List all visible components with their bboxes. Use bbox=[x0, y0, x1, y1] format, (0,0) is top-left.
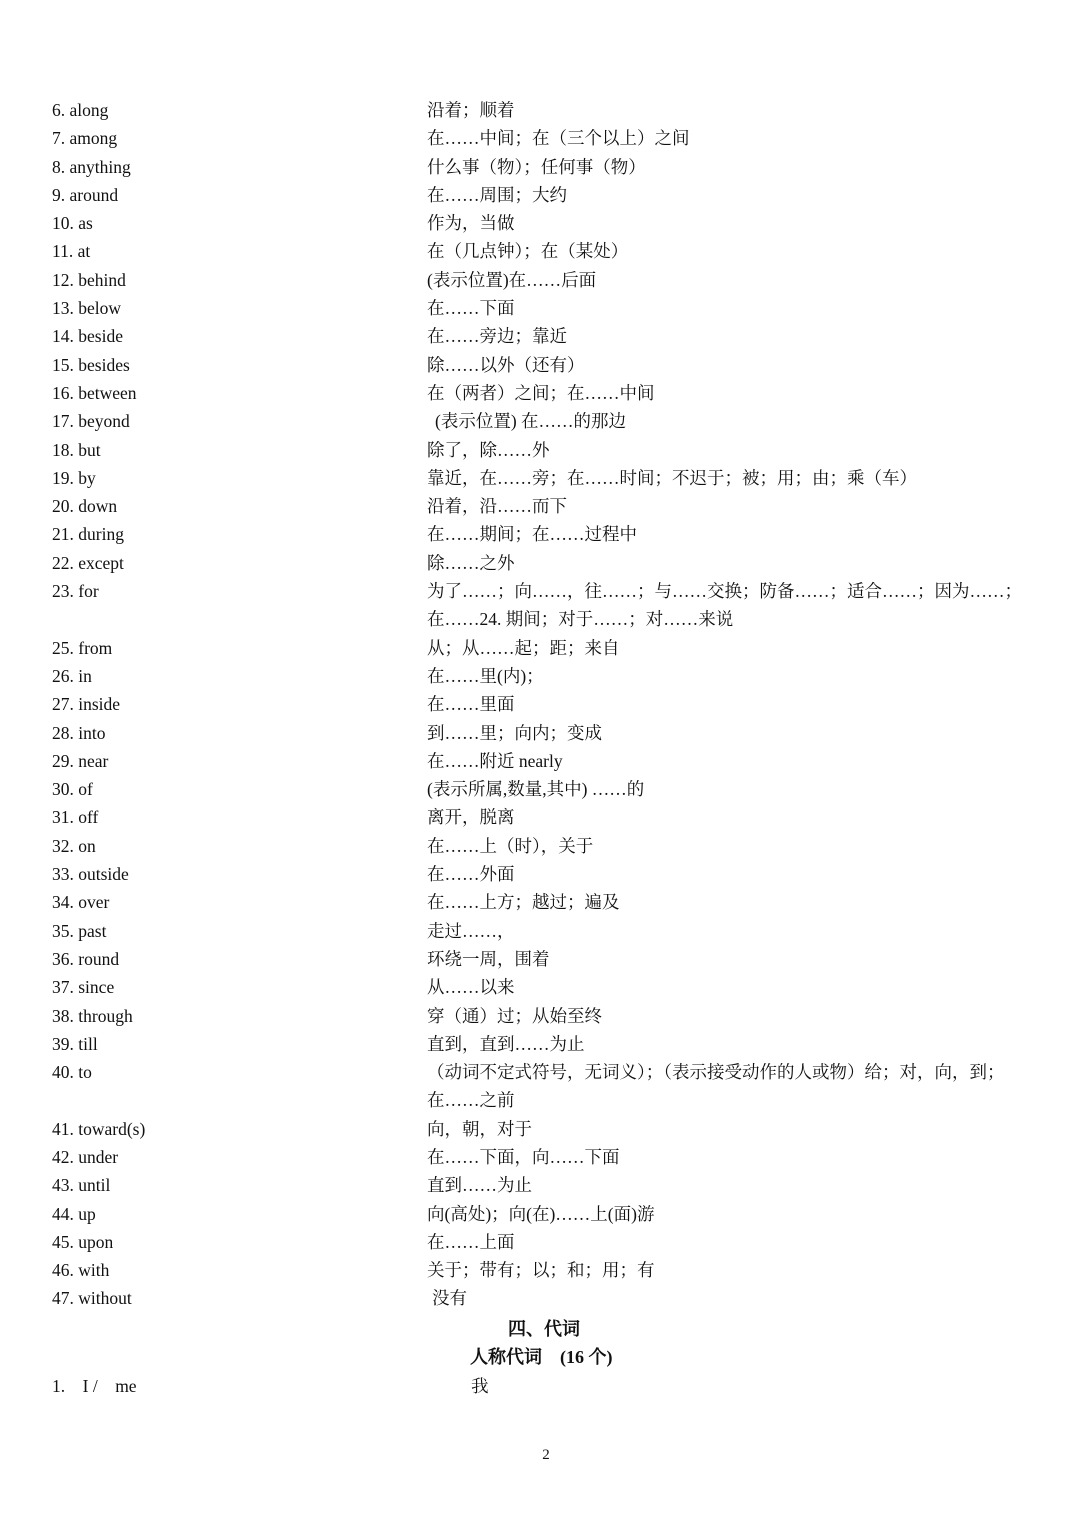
entry-term: 15. besides bbox=[52, 354, 130, 375]
entry-term: 37. since bbox=[52, 977, 115, 998]
entry-term: 8. anything bbox=[52, 156, 131, 177]
list-item bbox=[52, 832, 1052, 860]
entry-term: 30. of bbox=[52, 779, 93, 800]
list-item bbox=[52, 322, 1052, 350]
entry-term: 42. under bbox=[52, 1146, 119, 1167]
list-item bbox=[52, 719, 1052, 747]
list-item bbox=[52, 917, 1052, 945]
entry-meaning: 在……里(内)； bbox=[427, 665, 544, 686]
list-item bbox=[52, 379, 1052, 407]
entry-meaning: 我 bbox=[471, 1376, 489, 1396]
entry-term: 22. except bbox=[52, 552, 124, 573]
list-item bbox=[52, 96, 1052, 124]
list-item bbox=[52, 294, 1052, 322]
preposition-list bbox=[52, 96, 1052, 1313]
entry-term: 14. beside bbox=[52, 326, 123, 347]
entry-term: 29. near bbox=[52, 750, 109, 771]
list-item bbox=[52, 1200, 1052, 1228]
entry-term: 6. along bbox=[52, 100, 109, 120]
entry-term: 28. into bbox=[52, 722, 106, 743]
entry-term: 13. below bbox=[52, 298, 122, 319]
list-item bbox=[52, 860, 1052, 888]
entry-meaning: 在……上（时），关于 bbox=[427, 835, 594, 856]
entry-term: 34. over bbox=[52, 892, 110, 913]
entry-term: 36. round bbox=[52, 948, 120, 969]
entry-meaning: 走过……， bbox=[427, 920, 515, 941]
entry-meaning: 向(高处)；向(在)……上(面)游 bbox=[427, 1203, 655, 1224]
list-item bbox=[52, 1228, 1052, 1256]
entry-meaning: (表示位置) 在……的那边 bbox=[435, 411, 627, 432]
entry-term: 25. from bbox=[52, 637, 113, 658]
entry-meaning: 除……之外 bbox=[427, 552, 515, 573]
list-item bbox=[52, 662, 1052, 690]
entry-term: 12. behind bbox=[52, 269, 126, 290]
entry-term: 39. till bbox=[52, 1033, 98, 1054]
entry-meaning: 什么事（物）；任何事（物） bbox=[427, 156, 646, 177]
entry-term: 17. beyond bbox=[52, 411, 130, 432]
entry-meaning: 沿着；顺着 bbox=[427, 100, 515, 120]
entry-meaning: 除……以外（还有） bbox=[427, 354, 585, 375]
list-item bbox=[52, 1002, 1052, 1030]
section-title: 四、代词 bbox=[508, 1319, 580, 1339]
list-item bbox=[52, 803, 1052, 831]
entry-meaning: 在……下面，向……下面 bbox=[427, 1146, 620, 1167]
entry-term: 45. upon bbox=[52, 1231, 114, 1252]
list-item bbox=[52, 181, 1052, 209]
entry-term: 32. on bbox=[52, 835, 96, 856]
entry-term: 21. during bbox=[52, 524, 124, 545]
entry-meaning: 关于；带有；以；和；用；有 bbox=[427, 1260, 655, 1281]
entry-meaning: 直到，直到……为止 bbox=[427, 1033, 585, 1054]
entry-term: 43. until bbox=[52, 1175, 111, 1196]
entry-term: 40. to bbox=[52, 1062, 92, 1083]
entry-meaning: (表示位置)在……后面 bbox=[427, 269, 597, 290]
entry-term: 26. in bbox=[52, 665, 92, 686]
entry-meaning: 到……里；向内；变成 bbox=[427, 722, 602, 743]
entry-meaning: 在（几点钟）；在（某处） bbox=[427, 241, 629, 262]
entry-term: 23. for bbox=[52, 581, 99, 602]
entry-meaning: 在……里面 bbox=[427, 694, 515, 715]
entry-meaning: 作为，当做 bbox=[427, 213, 515, 234]
list-item bbox=[52, 266, 1052, 294]
list-item bbox=[52, 351, 1052, 379]
entry-term: 9. around bbox=[52, 184, 119, 205]
list-item bbox=[52, 153, 1052, 181]
list-item bbox=[52, 1115, 1052, 1143]
entry-meaning: （动词不定式符号，无词义）；（表示接受动作的人或物）给；对，向，到；在……之前 bbox=[427, 1062, 1005, 1111]
list-item bbox=[52, 407, 1052, 435]
entry-meaning: 沿着，沿……而下 bbox=[427, 496, 567, 517]
list-item bbox=[52, 888, 1052, 916]
entry-term: 31. off bbox=[52, 807, 99, 828]
entry-meaning: 在……上面 bbox=[427, 1231, 515, 1252]
entry-meaning: 直到……为止 bbox=[427, 1175, 532, 1196]
list-item bbox=[52, 945, 1052, 973]
entry-meaning: 离开，脱离 bbox=[427, 807, 515, 828]
entry-meaning: (表示所属,数量,其中) ……的 bbox=[427, 779, 645, 800]
list-item bbox=[52, 124, 1052, 152]
list-item bbox=[52, 1143, 1052, 1171]
entry-meaning: 穿（通）过；从始至终 bbox=[427, 1005, 602, 1026]
entry-meaning: 在……旁边；靠近 bbox=[427, 326, 567, 347]
list-item bbox=[52, 237, 1052, 265]
entry-term: 1. I / me bbox=[52, 1376, 137, 1396]
entry-term: 7. among bbox=[52, 128, 118, 149]
entry-term: 10. as bbox=[52, 213, 93, 234]
list-item bbox=[52, 690, 1052, 718]
entry-meaning: 在……外面 bbox=[427, 864, 515, 885]
entry-meaning: 在……期间；在……过程中 bbox=[427, 524, 637, 545]
entry-term: 44. up bbox=[52, 1203, 96, 1224]
list-item bbox=[52, 747, 1052, 775]
entry-meaning: 从；从……起；距；来自 bbox=[427, 637, 620, 658]
entry-term: 47. without bbox=[52, 1288, 132, 1309]
entry-term: 38. through bbox=[52, 1005, 133, 1026]
entry-meaning: 为了……；向……，往……；与……交换；防备……；适合……；因为……；在……24. 期间；对于……；对……来说 bbox=[427, 581, 1022, 630]
list-item bbox=[52, 549, 1052, 577]
list-item bbox=[52, 1030, 1052, 1058]
list-item bbox=[52, 577, 1052, 634]
entry-term: 46. with bbox=[52, 1260, 110, 1281]
entry-term: 35. past bbox=[52, 920, 107, 941]
list-item bbox=[52, 1256, 1052, 1284]
entry-meaning: 从……以来 bbox=[427, 977, 515, 998]
entry-meaning: 环绕一周，围着 bbox=[427, 948, 550, 969]
list-item bbox=[52, 464, 1052, 492]
entry-meaning: 在……周围；大约 bbox=[427, 184, 567, 205]
entry-meaning: 除了，除……外 bbox=[427, 439, 550, 460]
list-item bbox=[52, 1284, 1052, 1312]
entry-meaning: 没有 bbox=[432, 1288, 467, 1309]
list-item bbox=[52, 520, 1052, 548]
list-item bbox=[52, 634, 1052, 662]
list-item bbox=[52, 1171, 1052, 1199]
list-item bbox=[52, 436, 1052, 464]
list-item bbox=[52, 1058, 1052, 1115]
list-item bbox=[52, 209, 1052, 237]
entry-meaning: 在（两者）之间；在……中间 bbox=[427, 382, 655, 403]
entry-term: 11. at bbox=[52, 241, 91, 262]
entry-term: 19. by bbox=[52, 467, 96, 488]
section-subtitle: 人称代词 (16 个) bbox=[470, 1347, 613, 1367]
entry-meaning: 在……附近 nearly bbox=[427, 750, 563, 771]
entry-meaning: 靠近，在……旁；在……时间；不迟于；被；用；由；乘（车） bbox=[427, 467, 917, 488]
list-item bbox=[52, 775, 1052, 803]
entry-meaning: 在……中间；在（三个以上）之间 bbox=[427, 128, 690, 149]
page-number: 2 bbox=[542, 1447, 550, 1463]
entry-meaning: 在……上方；越过；遍及 bbox=[427, 892, 620, 913]
entry-meaning: 在……下面 bbox=[427, 298, 515, 319]
list-item bbox=[52, 973, 1052, 1001]
list-item bbox=[52, 492, 1052, 520]
entry-term: 16. between bbox=[52, 382, 137, 403]
entry-term: 20. down bbox=[52, 496, 118, 517]
entry-meaning: 向，朝，对于 bbox=[427, 1118, 532, 1139]
entry-term: 41. toward(s) bbox=[52, 1118, 146, 1139]
entry-term: 18. but bbox=[52, 439, 101, 460]
entry-term: 33. outside bbox=[52, 864, 129, 885]
entry-term: 27. inside bbox=[52, 694, 121, 715]
